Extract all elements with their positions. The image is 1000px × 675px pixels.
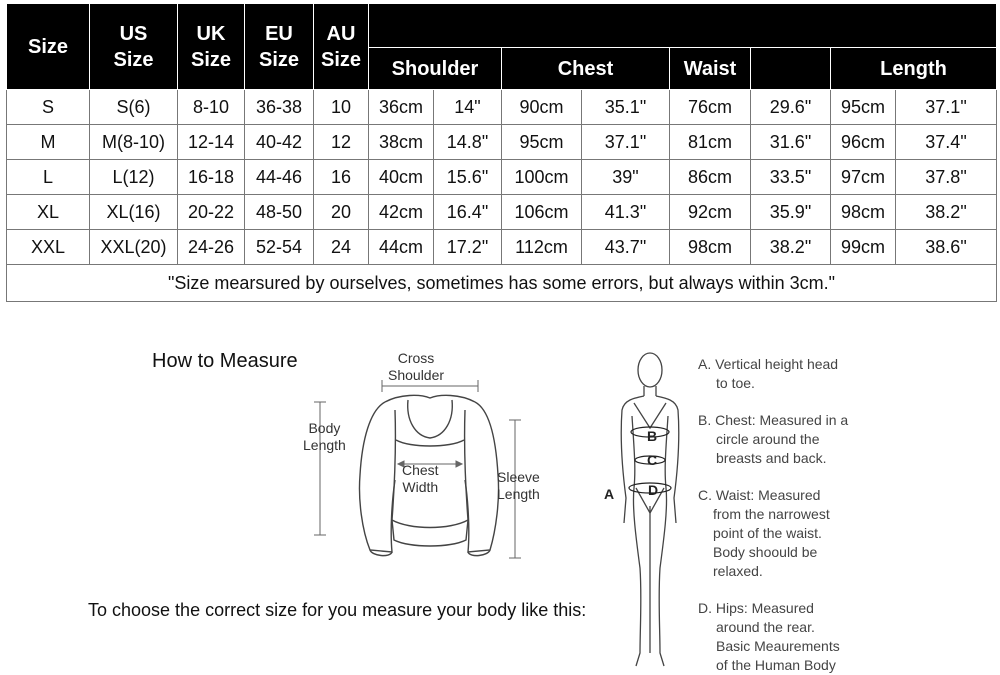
annotation-c: C. Waist: Measured from the narrowest point of the waist. Body shoould be relaxed. (698, 487, 830, 579)
size-cell: 20 (314, 195, 369, 230)
size-cell: 42cm (369, 195, 434, 230)
body-measure-diagram (596, 348, 696, 673)
header-uk-size: UK Size (178, 4, 245, 90)
size-cell: 106cm (502, 195, 582, 230)
how-to-measure-title: How to Measure (152, 350, 298, 372)
size-cell: 12 (314, 125, 369, 160)
size-row (7, 230, 997, 265)
body-letter-b: B (647, 428, 658, 444)
size-cell: XXL (7, 230, 90, 265)
size-row (7, 195, 997, 230)
size-cell: 16.4" (434, 195, 502, 230)
header-chest: Chest (502, 48, 670, 90)
size-cell: 81cm (670, 125, 751, 160)
size-cell: 37.4" (896, 125, 997, 160)
size-cell: 16 (314, 160, 369, 195)
size-cell: 8-10 (178, 90, 245, 125)
size-cell: 20-22 (178, 195, 245, 230)
size-cell: 95cm (502, 125, 582, 160)
size-cell: L (7, 160, 90, 195)
size-cell: 98cm (670, 230, 751, 265)
size-cell: 38.2" (896, 195, 997, 230)
size-row (7, 90, 997, 125)
size-cell: 97cm (831, 160, 896, 195)
size-cell: 41.3" (582, 195, 670, 230)
size-cell: 40cm (369, 160, 434, 195)
header-waist: Waist (670, 48, 751, 90)
size-cell: 16-18 (178, 160, 245, 195)
measurement-note: "Size mearsured by ourselves, sometimes has some errors, but always within 3cm." (7, 265, 997, 302)
size-cell: 37.1" (582, 125, 670, 160)
header-length: Length (831, 48, 997, 90)
header-us-size: US Size (90, 4, 178, 90)
header-shoulder: Shoulder (369, 48, 502, 90)
size-cell: XL (7, 195, 90, 230)
size-cell: 44-46 (245, 160, 314, 195)
size-cell: 35.1" (582, 90, 670, 125)
size-cell: 38.6" (896, 230, 997, 265)
label-chest-width: Chest Width (402, 462, 439, 495)
size-cell: M (7, 125, 90, 160)
size-row (7, 125, 997, 160)
size-cell: 29.6" (751, 90, 831, 125)
size-cell: 95cm (831, 90, 896, 125)
size-cell: 96cm (831, 125, 896, 160)
size-cell: 37.1" (896, 90, 997, 125)
size-cell: XXL(20) (90, 230, 178, 265)
body-letter-a: A (604, 486, 615, 502)
size-cell: 100cm (502, 160, 582, 195)
size-cell: 76cm (670, 90, 751, 125)
size-cell: 10 (314, 90, 369, 125)
size-cell: 36cm (369, 90, 434, 125)
header-size: Size (7, 4, 90, 90)
choose-size-instruction: To choose the correct size for you measure your body like this: (88, 600, 587, 620)
label-sleeve-length: Sleeve Length (497, 469, 540, 502)
size-cell: 38.2" (751, 230, 831, 265)
size-cell: S (7, 90, 90, 125)
size-cell: 40-42 (245, 125, 314, 160)
size-cell: 38cm (369, 125, 434, 160)
size-cell: S(6) (90, 90, 178, 125)
size-cell: 35.9" (751, 195, 831, 230)
annotation-b: B. Chest: Measured in a circle around the breasts and back. (698, 412, 849, 466)
size-cell: 14" (434, 90, 502, 125)
body-letter-c: C (647, 452, 658, 468)
size-cell: M(8-10) (90, 125, 178, 160)
body-letter-d: D (648, 482, 659, 498)
size-cell: 99cm (831, 230, 896, 265)
size-cell: 15.6" (434, 160, 502, 195)
size-cell: 31.6" (751, 125, 831, 160)
size-cell: 44cm (369, 230, 434, 265)
size-cell: 17.2" (434, 230, 502, 265)
size-cell: 43.7" (582, 230, 670, 265)
size-cell: 98cm (831, 195, 896, 230)
size-chart-table (6, 3, 997, 302)
size-row (7, 160, 997, 195)
size-cell: 92cm (670, 195, 751, 230)
label-body-length: Body Length (303, 420, 346, 453)
size-cell: 112cm (502, 230, 582, 265)
size-cell: XL(16) (90, 195, 178, 230)
size-cell: 90cm (502, 90, 582, 125)
size-cell: 33.5" (751, 160, 831, 195)
annotation-a: A. Vertical height head to toe. (698, 356, 839, 391)
size-cell: 86cm (670, 160, 751, 195)
size-cell: 24-26 (178, 230, 245, 265)
header-spacer (369, 4, 997, 48)
size-cell: 39" (582, 160, 670, 195)
size-cell: 52-54 (245, 230, 314, 265)
label-cross-shoulder: Cross Shoulder (388, 350, 445, 383)
size-cell: 14.8" (434, 125, 502, 160)
size-cell: L(12) (90, 160, 178, 195)
header-eu-size: EU Size (245, 4, 314, 90)
size-cell: 24 (314, 230, 369, 265)
header-au-size: AU Size (314, 4, 369, 90)
size-cell: 36-38 (245, 90, 314, 125)
annotation-d: D. Hips: Measured around the rear. Basic Meaurements of the Human Body (698, 600, 840, 673)
size-cell: 37.8" (896, 160, 997, 195)
header-waist-inch (751, 48, 831, 90)
size-cell: 12-14 (178, 125, 245, 160)
size-cell: 48-50 (245, 195, 314, 230)
